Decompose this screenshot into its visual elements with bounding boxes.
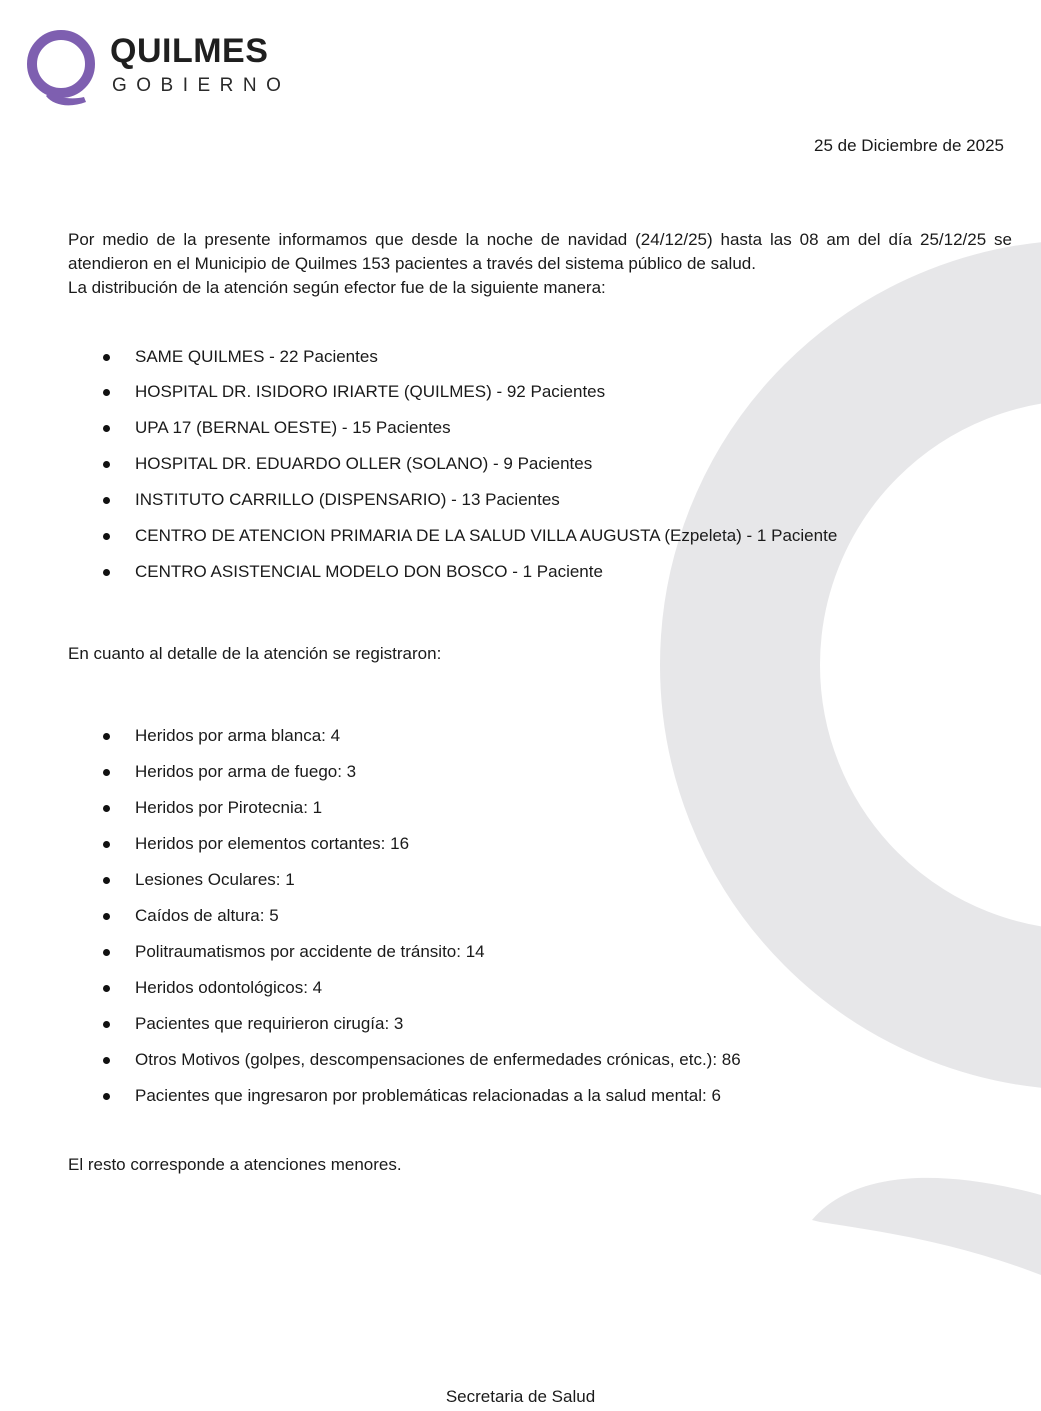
bullet-icon (103, 1021, 110, 1028)
bullet-icon (103, 533, 110, 540)
document-date: 25 de Diciembre de 2025 (814, 136, 1004, 155)
bullet-icon (103, 805, 110, 812)
bullet-icon (103, 1057, 110, 1064)
bullet-icon (103, 497, 110, 504)
intro-line: atendieron en el Municipio de Quilmes 153 pacientes a través del sistema público de salud. (68, 254, 756, 273)
intro-line: Por medio de la presente informamos que desde la noche de navidad (24/12/25) hasta las 08 am del día 25/12/25 se (68, 230, 1012, 249)
intro-line: La distribución de la atención según efector fue de la siguiente manera: (68, 278, 606, 297)
bullet-icon (103, 1093, 110, 1100)
intro-paragraph (68, 228, 1012, 300)
bullet-icon (103, 913, 110, 920)
bullet-icon (103, 733, 110, 740)
bullet-icon (103, 877, 110, 884)
bullet-icon (103, 769, 110, 776)
logo-subtitle: GOBIERNO (112, 75, 291, 96)
bullet-icon (103, 841, 110, 848)
quilmes-logo (24, 26, 291, 110)
bullet-icon (103, 354, 110, 361)
detalle-heading: En cuanto al detalle de la atención se registraron: (68, 644, 442, 663)
footer-signature: Secretaria de Salud (445, 1387, 596, 1406)
bullet-icon (103, 425, 110, 432)
logo-name: QUILMES (110, 32, 269, 70)
bullet-icon (103, 569, 110, 576)
bullet-icon (103, 949, 110, 956)
closing-text: El resto corresponde a atenciones menores. (68, 1155, 402, 1174)
bullet-icon (103, 461, 110, 468)
quilmes-q-icon (24, 26, 100, 110)
bullet-icon (103, 985, 110, 992)
bullet-icon (103, 389, 110, 396)
